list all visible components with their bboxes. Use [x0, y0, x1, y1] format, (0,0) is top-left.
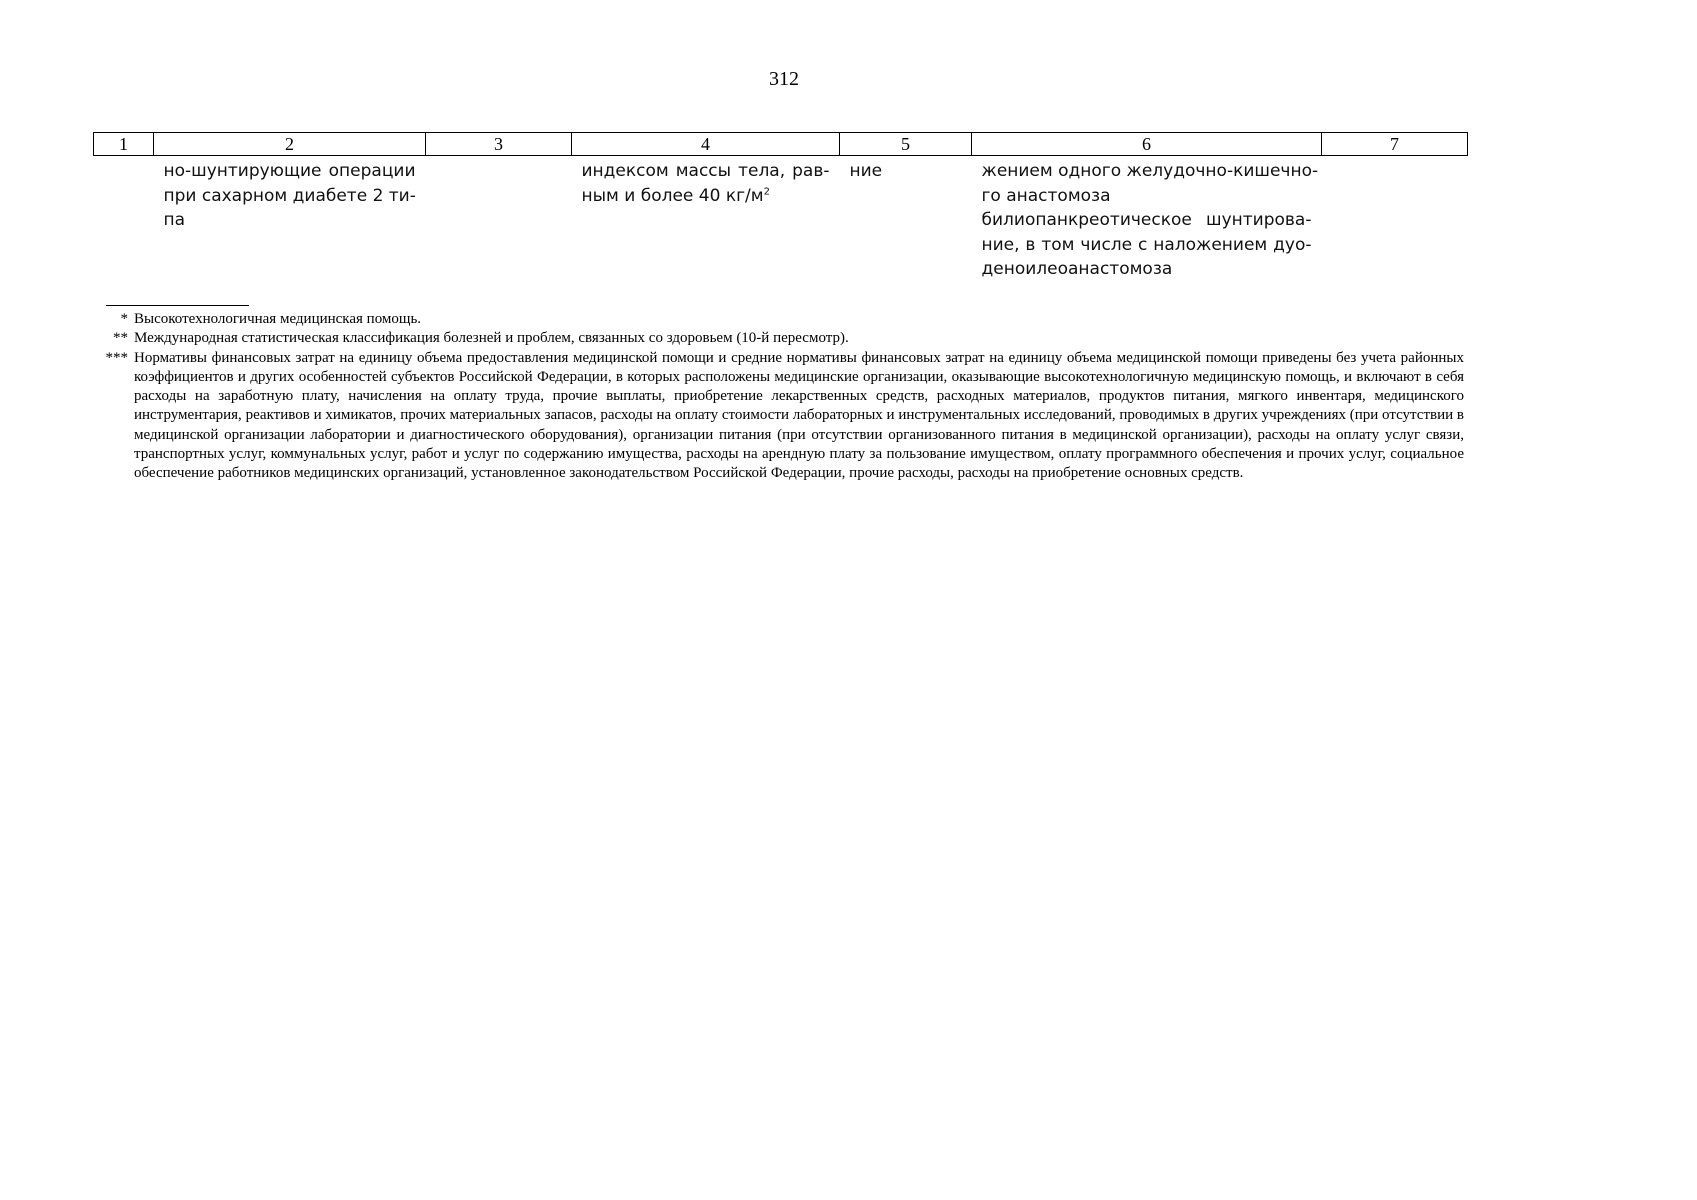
cell-col6-line: билиопанкреотическое шунтирова-: [981, 210, 1312, 230]
footnote-mark: **: [113, 330, 128, 347]
cell-col7: [1322, 156, 1468, 282]
page-number: 312: [769, 68, 799, 90]
cell-col5: ние: [849, 161, 883, 181]
footnote-mark: ***: [105, 349, 128, 366]
cell-col2-line: па: [163, 210, 186, 230]
cell-col6-line: ние, в том числе с наложением дуо-: [981, 234, 1312, 255]
column-header-6: 6: [972, 133, 1322, 156]
table-header-row: [94, 133, 1468, 156]
footnote-separator: [106, 305, 249, 306]
footnote: [100, 349, 1464, 484]
cell-col6-line: го анастомоза: [981, 185, 1111, 206]
footnote: [100, 310, 1464, 329]
column-header-4: 4: [572, 133, 840, 156]
cell-col1: [94, 156, 154, 282]
footnotes: [100, 310, 1464, 484]
column-header-2: 2: [154, 133, 426, 156]
cell-col6-line: жением одного желудочно-кишечно-: [981, 161, 1319, 181]
footnote-mark: *: [120, 311, 128, 327]
column-header-3: 3: [426, 133, 572, 156]
cell-col2: [154, 156, 426, 282]
cell-col3: [426, 156, 572, 282]
footnote: [100, 329, 1464, 348]
cell-col6-line: деноилеоанастомоза: [981, 259, 1173, 279]
column-header-5: 5: [840, 133, 972, 156]
column-header-1: 1: [94, 133, 154, 156]
cell-col4-line: ным и более 40 кг/м: [581, 185, 764, 206]
cell-col2-line: при сахарном диабете 2 ти-: [163, 185, 416, 206]
data-table: [93, 132, 1468, 282]
cell-col2-line: но-шунтирующие операции: [163, 161, 416, 181]
table-row: [94, 156, 1468, 282]
footnote-text: Нормативы финансовых затрат на единицу объема предоставления медицинской помощи и средние нормативы финансовых затрат на единицу объема медицинской помощи приведены без учета районных коэффициентов и других особенностей субъектов Российской Федерации, в которых расположены медицинские организации, оказывающие высокотехнологичную медицинскую помощь, и включают в себя расходы на заработную плату, начисления на оплату труда, прочие выплаты, приобретение лекарственных средств, расходных материалов, продуктов питания, мягкого инвентаря, медицинского инструментария, реактивов и химикатов, прочих материальных запасов, расходы на оплату стоимости лабораторных и инструментальных исследований, проводимых в других учреждениях (при отсутствии в медицинской организации лаборатории и диагностического оборудования), организации питания (при отсутствии организованного питания в медицинской организации), расходы на оплату услуг связи, транспортных услуг, коммунальных услуг, работ и услуг по содержанию имущества, расходы на арендную плату за пользование имуществом, оплату программного обеспечения и прочих услуг, социальное обеспечение работников медицинских организаций, установленное законодательством Российской Федерации, прочие расходы, расходы на приобретение основных средств.: [134, 349, 1464, 482]
cell-col4-line: индексом массы тела, рав-: [581, 161, 830, 181]
footnote-text: Международная статистическая классификация болезней и проблем, связанных со здоровьем (10-й пересмотр).: [134, 330, 849, 347]
footnote-text: Высокотехнологичная медицинская помощь.: [134, 311, 422, 327]
cell-col4: [572, 156, 840, 282]
cell-col6: [972, 156, 1322, 282]
cell-col4-line-with-sup: [582, 184, 830, 209]
column-header-7: 7: [1322, 133, 1468, 156]
superscript: 2: [763, 185, 770, 197]
